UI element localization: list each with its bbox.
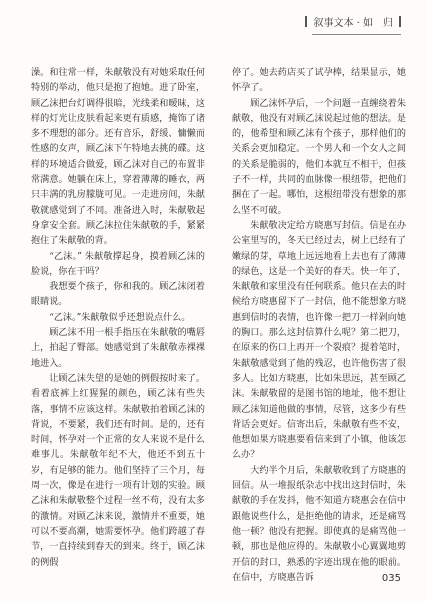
left-column — [31, 66, 205, 571]
paragraph: “乙沫。” 朱献敬撑起身，摸着顾乙沫的脸说，你在干吗？ — [31, 251, 205, 277]
paragraph: 朱献敬决定给方晓惠写封信。信是在办公室里写的，冬天已经过去，树上已经有了嫩绿的芽，草地上远远地看上去也有了薄薄的绿色，这是一个美好的春天。快一年了，朱献敬和家里没有任何联系。他只在去的时候给方晓惠留下了一封信，他不能想象方晓惠到信时的表情，也许像一把刀一样剁向她的胸口。那么这封信算什么呢？第二把刀，在原来的伤口上再开一个裂痕？提着笔时，朱献敬感觉到了他的残忍，也许他伤害了很多人。比如方晓惠，比如朱思远，甚至顾乙沫。朱献敬留的是图书馆的地址，他不想让顾乙沫知道他做的事情，尽管，这多少有些背话会更好。信寄出后，朱献敬有些不安，他想如果方晓惠要看信来到了小镇，他该怎么办？ — [232, 220, 406, 461]
paragraph: 大约半个月后，朱献敬收到了方晓惠的回信。从一堆报纸杂志中找出这封信时，朱献敬的手在发抖，他不知道方晓惠会在信中跟他说些什么，是拒绝他的请求，还是痛骂他一顿？他没有把握。即使真的是痛骂他一顿，那也是他应得的。朱献敬小心翼翼地剪开信的封口，熟悉的字迹出现在他的眼前。在信中，方晓惠告诉 — [232, 465, 406, 583]
paragraph: “乙沫。”朱献敬似乎还想说点什么。 — [49, 312, 191, 323]
paragraph: 顾乙沫怀孕后，一个问题一直缠绕着朱献敬，他没有对顾乙沫说起过他的想法。是的，他希望和顾乙沫有个孩子，那样他们的关系会更加稳定。一个男人和一个女人之间的关系是脆弱的，他们本就互不相干，但孩子不一样，共同的血脉像一根纽带，把他们捆在了一起。哪怕，这根纽带没有想象的那么坚不可破。 — [232, 98, 406, 216]
paragraph: 让顾乙沫失望的是她的例假按时来了。看着底裤上红猩猩的颜色，顾乙沫有些失落，事情不应该这样。朱献敬拍着顾乙沫的背说，不要紧，我们还有时间。是的，还有时间，怀孕对一个正常的女人来说不是什么难事儿。朱献敬年纪不大，他还不到五十岁，有足够的能力。他们坚持了三个月，每周一次，像是在进行一项有计划的实验。顾乙沫和朱献敬整个过程一丝不苟，没有太多的激情。对顾乙沫来说，激情并不重要，她可以不要高潮，她需要怀孕。他们跨越了春节，一直持续到春天的到来。终于，顾乙沫的例假 — [31, 373, 205, 568]
right-column — [232, 66, 406, 586]
paragraph: 顾乙沫不用一根手指压在朱献敬的嘴唇上，拍起了臀部。她感觉到了朱献敬赤裸裸地进入。 — [31, 328, 205, 369]
running-header — [305, 14, 401, 28]
header-bar-mark — [399, 16, 401, 27]
section-title: 叙事文本 · 如 归 — [313, 17, 393, 29]
header-bar-mark — [305, 16, 307, 27]
header-rule — [312, 34, 401, 35]
page-number: 035 — [381, 573, 401, 584]
paragraph: 我想要个孩子，你和我的。顾乙沫闭着眼睛说。 — [31, 282, 205, 308]
paragraph: 澡。和往常一样，朱献敬没有对她采取任何特别的举动，他只是抱了抱她。进了卧室，顾乙沫把台灯调得很暗，光线柔和暧昧，这样的灯光让皮肤看起来更有质感，掩饰了诸多不理想的部分。还有音乐，舒缓、慵懒而性感的女声，顾乙沫下午特地去挑的碟。这样的环境适合做爱，顾乙沫对自己的布置非常满意。她躺在床上，穿着薄薄的睡衣，两只丰满的乳房朦胧可见。一走进房间，朱献敬就感觉到了不同。准备进入时，朱献敬起身拿安全套。顾乙沫拉住朱献敬的手，紧紧抱住了朱献敬的背。 — [31, 68, 205, 247]
paragraph: 停了。她去药店买了试孕棒，结果显示，她怀孕了。 — [232, 68, 406, 94]
